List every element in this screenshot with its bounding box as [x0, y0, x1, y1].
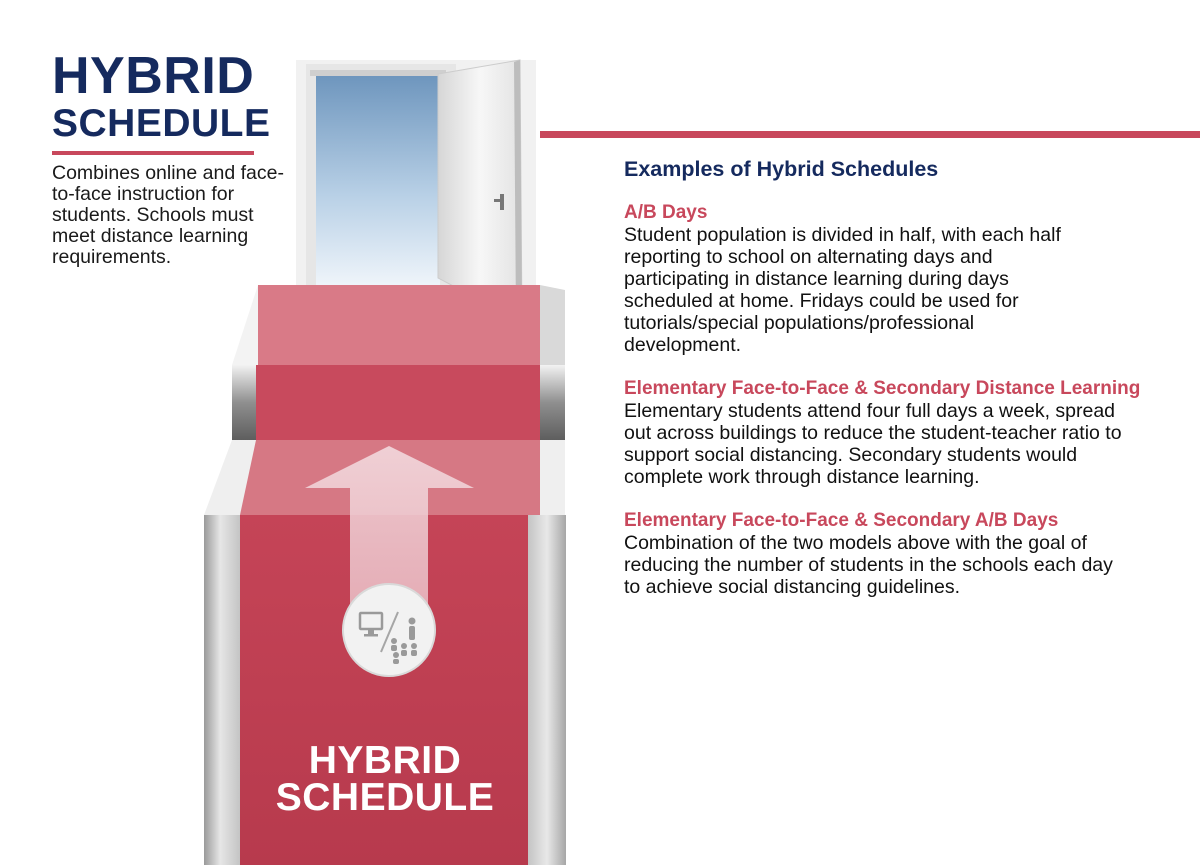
example-body: Elementary students attend four full days a week, spread out across buildings to reduce the student-teacher ratio to support social distancing. Secondary students would complete work through distance learning. — [624, 400, 1122, 488]
open-door — [306, 60, 522, 322]
example-elementary-secondary-ab — [624, 510, 1164, 598]
example-elementary-secondary-distance — [624, 378, 1164, 488]
hybrid-schedule-label — [240, 739, 530, 819]
examples-section — [624, 156, 1164, 620]
label-line-1: HYBRID — [308, 739, 462, 782]
title-block — [52, 47, 292, 268]
section-divider — [540, 131, 1200, 138]
example-title: A/B Days — [624, 202, 708, 223]
examples-heading: Examples of Hybrid Schedules — [624, 157, 939, 181]
title-divider — [52, 151, 254, 155]
page-title-line-2: SCHEDULE — [52, 102, 271, 145]
example-title: Elementary Face-to-Face & Secondary A/B Days — [624, 510, 1059, 531]
page-title-line-1: HYBRID — [52, 47, 255, 105]
example-ab-days — [624, 202, 1164, 356]
label-line-2: SCHEDULE — [275, 776, 495, 819]
classroom-computer-icon — [343, 584, 435, 676]
example-body: Student population is divided in half, with each half reporting to school on alternating days and participating in distance learning during days scheduled at home. Fridays could be used for tutorials/special populations/professional development. — [624, 224, 1061, 356]
example-title: Elementary Face-to-Face & Secondary Distance Learning — [624, 378, 1141, 399]
title-description: Combines online and face-to-face instruction for students. Schools must meet distance learning requirements. — [52, 162, 284, 268]
example-body: Combination of the two models above with the goal of reducing the number of students in the schools each day to achieve social distancing guidelines. — [624, 532, 1113, 598]
